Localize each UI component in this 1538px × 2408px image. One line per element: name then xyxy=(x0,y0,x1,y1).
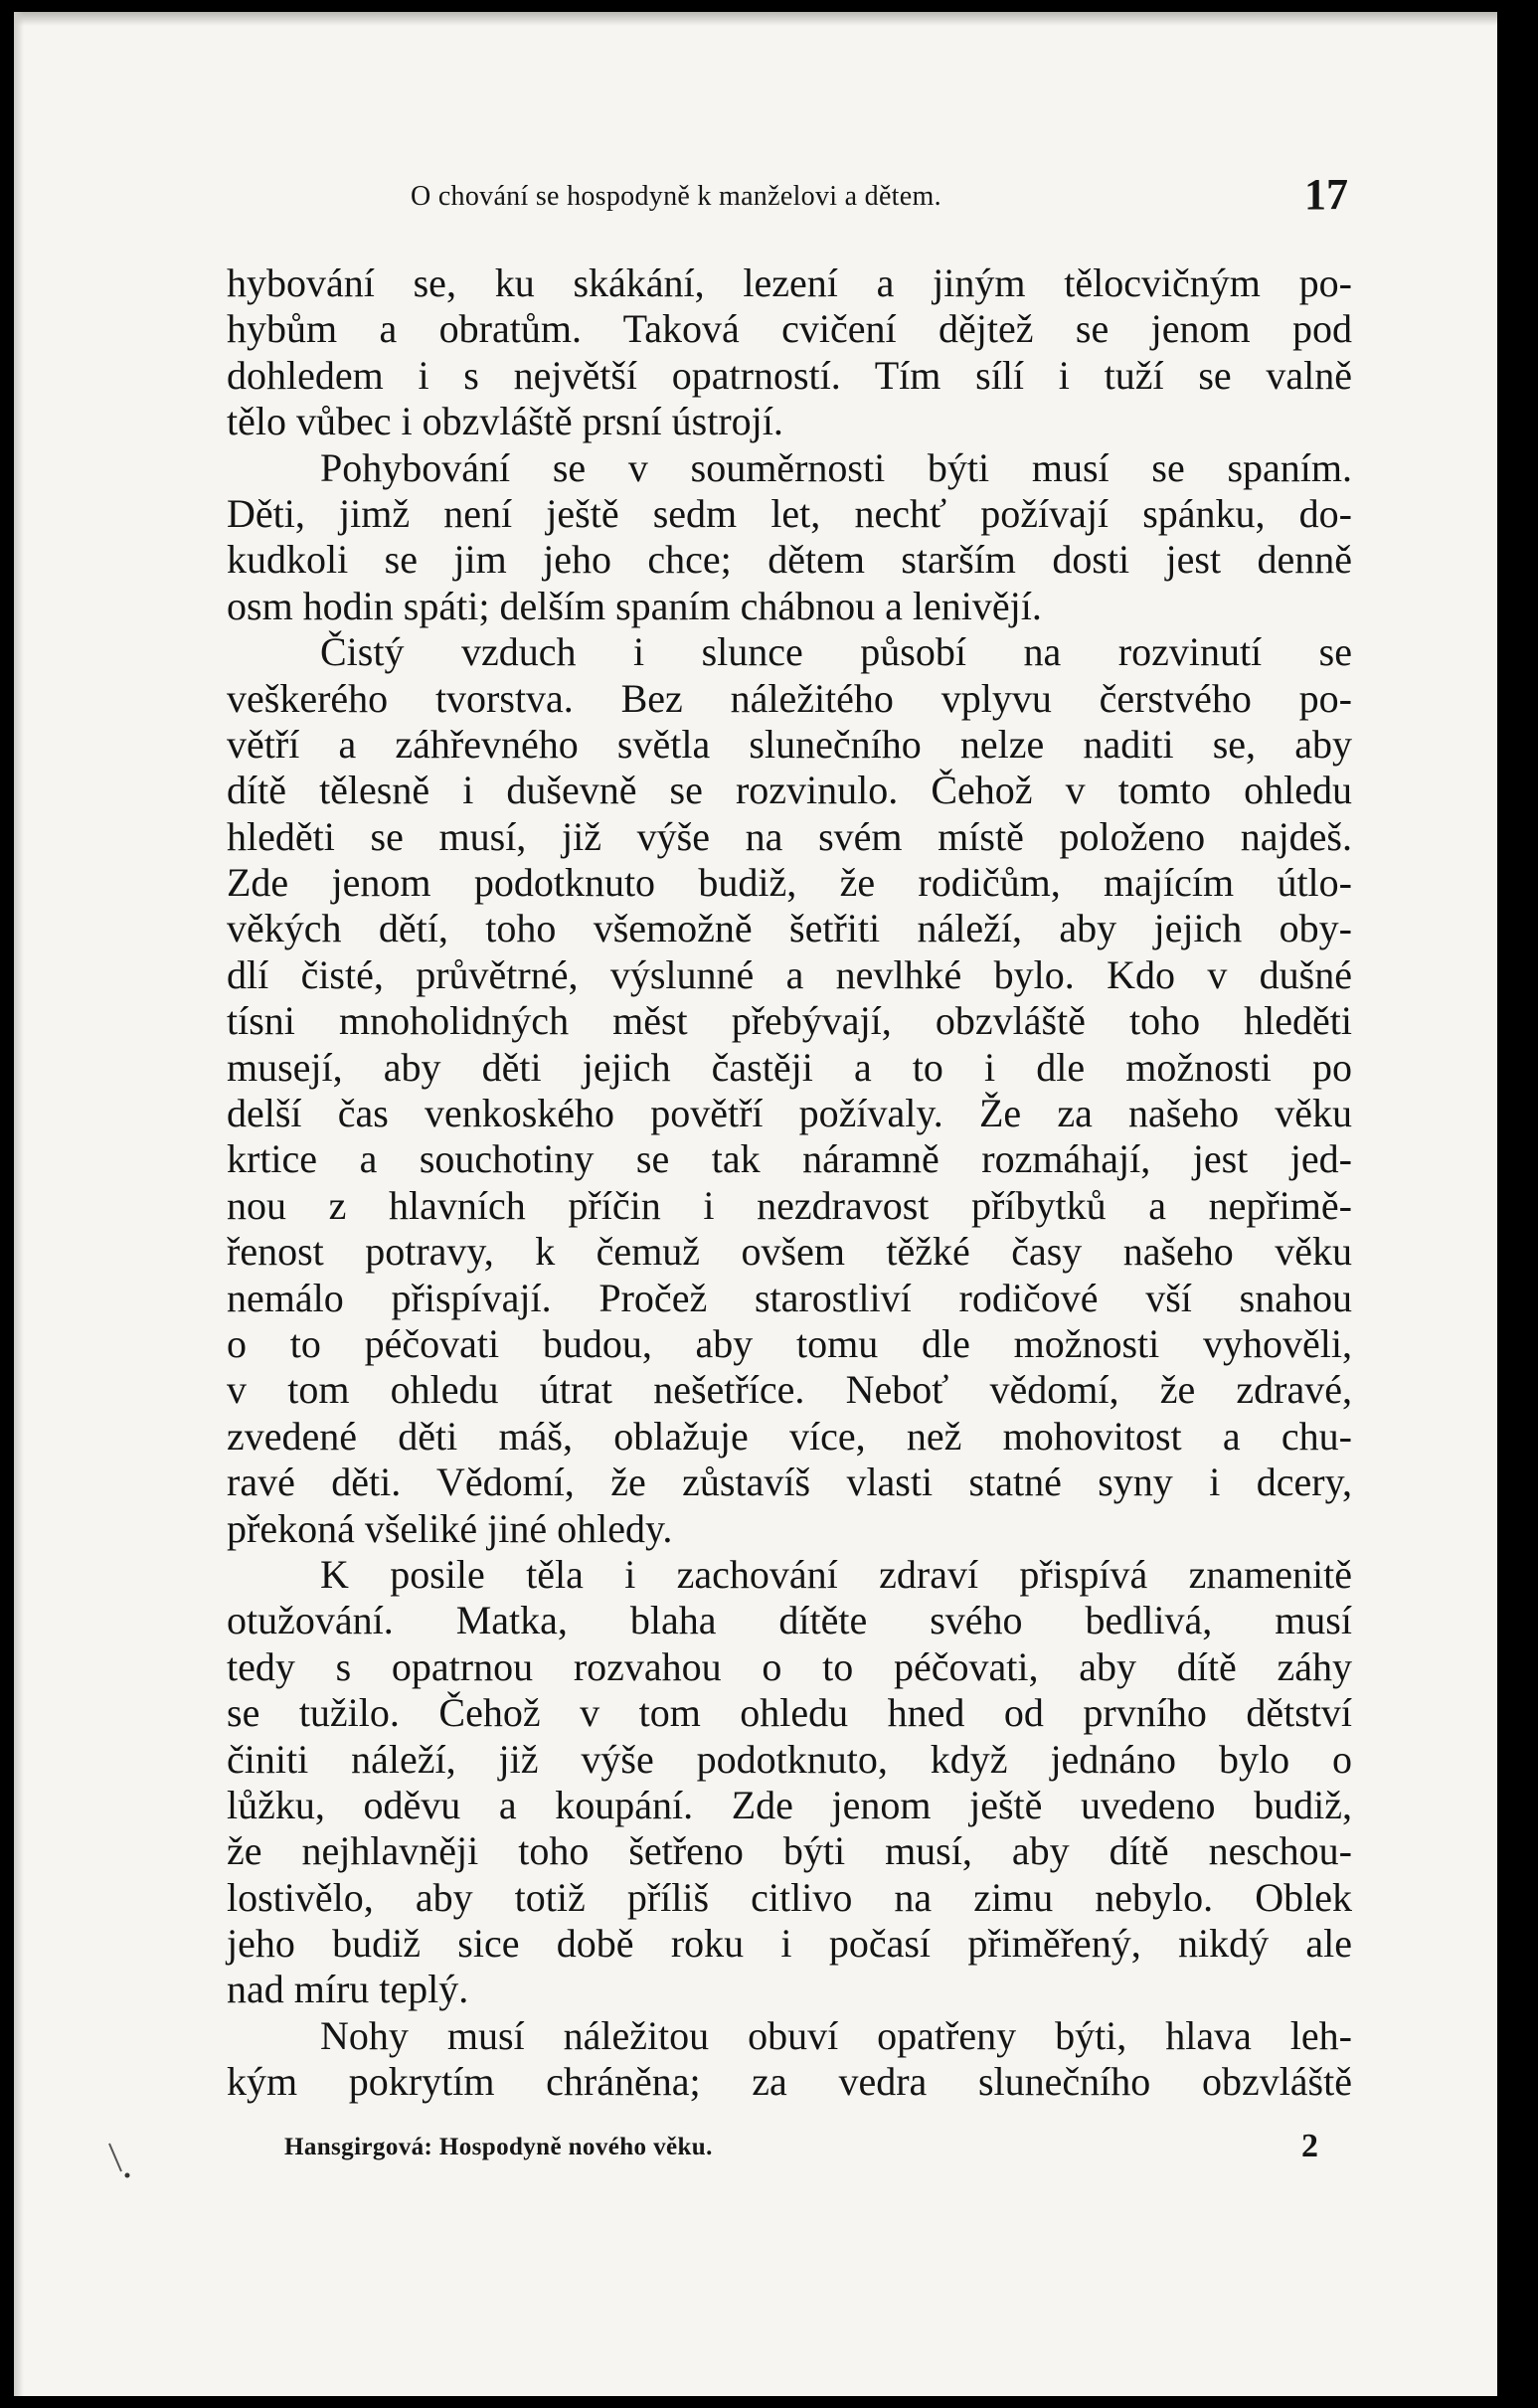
text-line: řenost potravy, k čemuž ovšem těžké časy našeho věku xyxy=(227,1229,1352,1275)
scan-shadow-left xyxy=(14,12,24,2396)
text-line: dohledem i s největší opatrností. Tím sílí i tuží se valně xyxy=(227,352,1352,398)
text-line: Nohy musí náležitou obuví opatřeny býti, hlava leh- xyxy=(320,2012,1352,2058)
text-line: dlí čisté, průvětrné, výslunné a nevlhké bylo. Kdo v dušné xyxy=(227,951,1352,997)
text-line: veškerého tvorstva. Bez náležitého vplyvu čerstvého po- xyxy=(227,675,1352,721)
text-line: tísni mnoholidných měst přebývají, obzvláště toho hleděti xyxy=(227,998,1352,1044)
page-footer xyxy=(284,2128,1358,2171)
running-title: O chování se hospodyně k manželovi a dětem. xyxy=(411,181,941,212)
scan-shadow-top xyxy=(14,12,1497,26)
text-line: Pohybování se v souměrnosti býti musí se spaním. xyxy=(320,444,1352,490)
text-line: ravé děti. Vědomí, že zůstavíš vlasti statné syny i dcery, xyxy=(227,1460,1352,1505)
text-line: krtice a souchotiny se tak náramně rozmáhají, jest jed- xyxy=(227,1136,1352,1182)
text-line: kudkoli se jim jeho chce; dětem starším dosti jest denně xyxy=(227,537,1352,583)
text-line: věkých dětí, toho všemožně šetřiti náleží, aby jejich oby- xyxy=(227,906,1352,951)
text-line: větří a záhřevného světla slunečního nelze naditi se, aby xyxy=(227,721,1352,767)
text-line: činiti náleží, již výše podotknuto, když jednáno bylo o xyxy=(227,1736,1352,1782)
text-line: osm hodin spáti; delším spaním chábnou a lenivějí. xyxy=(227,583,1042,628)
text-line: hleděti se musí, již výše na svém místě položeno najdeš. xyxy=(227,813,1352,859)
running-header xyxy=(227,169,1348,229)
text-line: dítě tělesně i duševně se rozvinulo. Čehož v tomto ohledu xyxy=(227,768,1352,813)
text-line: tělo vůbec i obzvláště prsní ústrojí. xyxy=(227,399,783,444)
text-line: Čistý vzduch i slunce působí na rozvinutí se xyxy=(320,629,1352,675)
body-text xyxy=(227,260,1352,2106)
text-line: jeho budiž sice době roku i počasí přiměřený, nikdý ale xyxy=(227,1921,1352,1967)
text-line: musejí, aby děti jejich častěji a to i dle možnosti po xyxy=(227,1044,1352,1090)
signature-mark: 2 xyxy=(1301,2128,1318,2164)
text-line: Zde jenom podotknuto budiž, že rodičům, majícím útlo- xyxy=(227,860,1352,906)
text-line: Děti, jimž není ještě sedm let, nechť požívají spánku, do- xyxy=(227,490,1352,536)
text-line: že nejhlavněji toho šetřeno býti musí, aby dítě neschou- xyxy=(227,1828,1352,1874)
text-line: nemálo přispívají. Pročež starostliví rodičové vší snahou xyxy=(227,1275,1352,1320)
text-line: překoná všeliké jiné ohledy. xyxy=(227,1505,673,1551)
text-line: kým pokrytím chráněna; za vedra slunečního obzvláště xyxy=(227,2059,1352,2105)
text-line: lůžku, oděvu a koupání. Zde jenom ještě uvedeno budiž, xyxy=(227,1782,1352,1827)
text-line: nad míru teplý. xyxy=(227,1967,469,2012)
text-line: K posile těla i zachování zdraví přispívá znamenitě xyxy=(320,1551,1352,1597)
text-line: delší čas venkoského povětří požívaly. Že za našeho věku xyxy=(227,1091,1352,1136)
text-line: nou z hlavních příčin i nezdravost příbytků a nepřimě- xyxy=(227,1182,1352,1228)
book-page xyxy=(14,12,1497,2396)
margin-pencil-mark xyxy=(107,2142,133,2181)
page-number: 17 xyxy=(1304,170,1348,219)
text-line: se tužilo. Čehož v tom ohledu hned od prvního dětství xyxy=(227,1690,1352,1736)
text-line: hybování se, ku skákání, lezení a jiným tělocvičným po- xyxy=(227,260,1352,305)
text-line: o to péčovati budou, aby tomu dle možnosti vyhověli, xyxy=(227,1320,1352,1366)
text-line: tedy s opatrnou rozvahou o to péčovati, aby dítě záhy xyxy=(227,1643,1352,1689)
text-line: hybům a obratům. Taková cvičení dějtež se jenom pod xyxy=(227,306,1352,352)
text-line: zvedené děti máš, oblažuje více, než mohovitost a chu- xyxy=(227,1413,1352,1459)
text-line: otužování. Matka, blaha dítěte svého bedlivá, musí xyxy=(227,1598,1352,1643)
text-line: v tom ohledu útrat nešetříce. Neboť vědomí, že zdravé, xyxy=(227,1367,1352,1413)
footer-book-title: Hansgirgová: Hospodyně nového věku. xyxy=(284,2134,713,2160)
text-line: lostivělo, aby totiž příliš citlivo na zimu nebylo. Oblek xyxy=(227,1874,1352,1920)
